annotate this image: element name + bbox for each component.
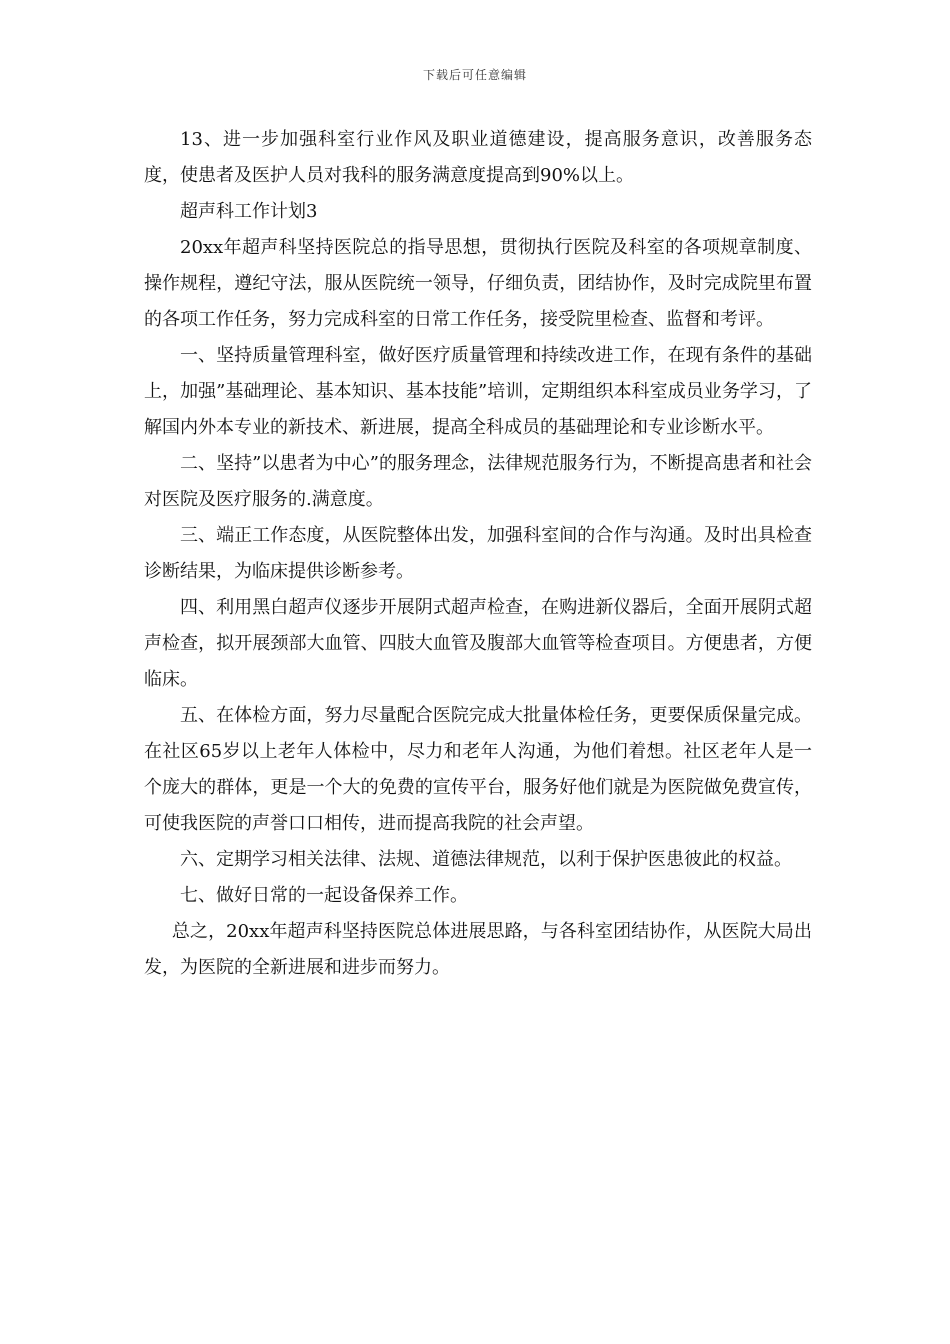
section-title: 超声科工作计划3	[180, 201, 318, 222]
paragraph-item-1: 一、坚持质量管理科室，做好医疗质量管理和持续改进工作，在现有条件的基础上，加强”基础理论、基本知识、基本技能”培训，定期组织本科室成员业务学习，了解国内外本专业的新技术、新进展，提高全科成员的基础理论和专业诊断水平。	[144, 345, 812, 438]
paragraph-summary: 总之，20xx年超声科坚持医院总体进展思路，与各科室团结协作，从医院大局出发，为医院的全新进展和进步而努力。	[144, 921, 812, 978]
paragraph-item-7: 七、做好日常的一起设备保养工作。	[180, 885, 468, 906]
paragraph-item-3: 三、端正工作态度，从医院整体出发，加强科室间的合作与沟通。及时出具检查诊断结果，为临床提供诊断参考。	[144, 525, 812, 582]
paragraph-item-6: 六、定期学习相关法律、法规、道德法律规范，以利于保护医患彼此的权益。	[180, 849, 792, 870]
paragraph-item-5: 五、在体检方面，努力尽量配合医院完成大批量体检任务，更要保质保量完成。在社区65岁以上老年人体检中，尽力和老年人沟通，为他们着想。社区老年人是一个庞大的群体，更是一个大的免费的宣传平台，服务好他们就是为医院做免费宣传，可使我医院的声誉口口相传，进而提高我院的社会声望。	[144, 705, 812, 834]
paragraph-intro: 20xx年超声科坚持医院总的指导思想，贯彻执行医院及科室的各项规章制度、操作规程，遵纪守法，服从医院统一领导，仔细负责，团结协作，及时完成院里布置的各项工作任务，努力完成科室的日常工作任务，接受院里检查、监督和考评。	[144, 237, 812, 330]
paragraph-item-13: 13、进一步加强科室行业作风及职业道德建设，提高服务意识，改善服务态度，使患者及医护人员对我科的服务满意度提高到90%以上。	[144, 129, 812, 186]
document-body	[144, 122, 812, 986]
paragraph-item-4: 四、利用黑白超声仪逐步开展阴式超声检查，在购进新仪器后，全面开展阴式超声检查，拟开展颈部大血管、四肢大血管及腹部大血管等检查项目。方便患者，方便临床。	[144, 597, 812, 690]
page-header: 下载后可任意编辑	[422, 68, 527, 82]
paragraph-item-2: 二、坚持”以患者为中心”的服务理念，法律规范服务行为，不断提高患者和社会对医院及医疗服务的.满意度。	[144, 453, 812, 510]
